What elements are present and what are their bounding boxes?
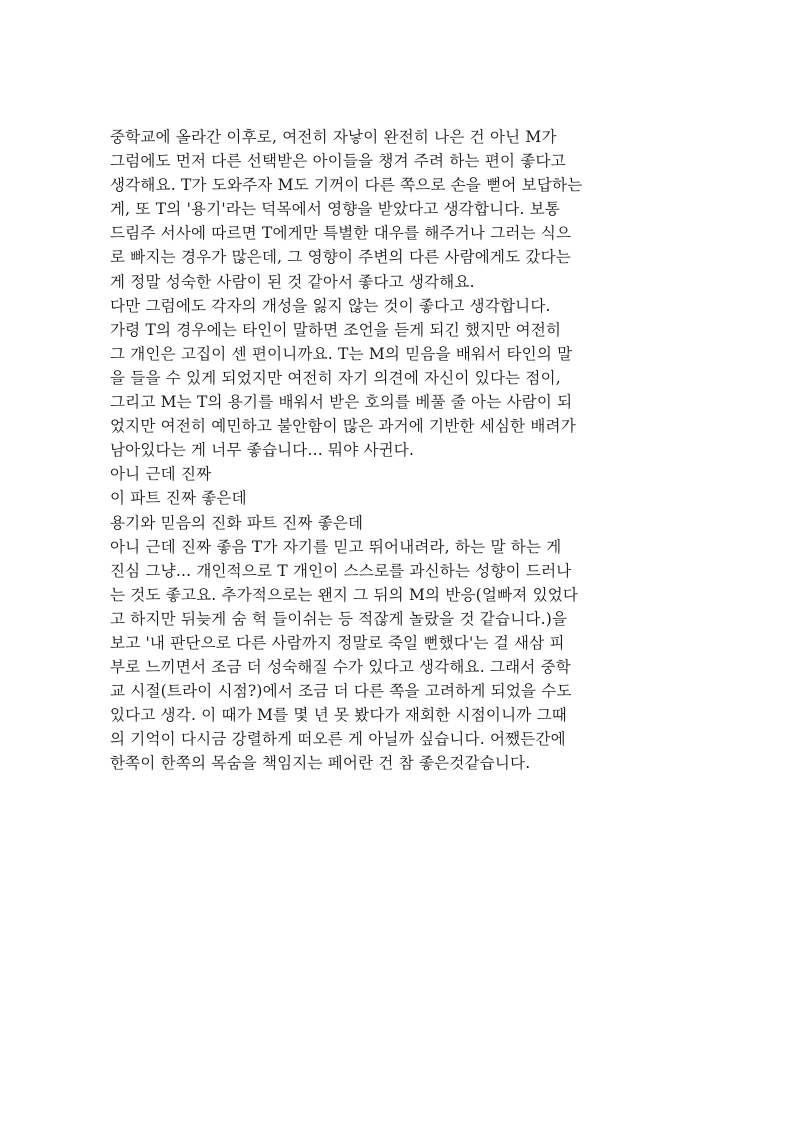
text-line: 로 빠지는 경우가 많은데, 그 영향이 주변의 다른 사람에게도 갔다는 <box>110 248 571 267</box>
text-line: 었지만 여전히 예민하고 불안함이 많은 과거에 기반한 세심한 배려가 <box>110 417 576 436</box>
text-line: 아니 근데 진짜 <box>110 465 212 484</box>
text-line: 게, 또 T의 '용기'라는 덕목에서 영향을 받았다고 생각합니다. 보통 <box>110 200 561 219</box>
text-line: 중학교에 올라간 이후로, 여전히 자낳이 완전히 나은 건 아닌 M가 <box>110 128 557 146</box>
document-body <box>110 125 690 776</box>
text-line: 보고 '내 판단으로 다른 사람까지 정말로 죽일 뻔했다'는 걸 새삼 피 <box>110 633 565 652</box>
text-line: 게 정말 성숙한 사람이 된 것 같아서 좋다고 생각해요. <box>110 272 475 291</box>
text-line: 부로 느끼면서 조금 더 성숙해질 수가 있다고 생각해요. 그래서 중학 <box>110 658 571 677</box>
text-line: 있다고 생각. 이 때가 M를 몇 년 못 봤다가 재회한 시점이니까 그때 <box>110 706 567 725</box>
text-line: 남아있다는 게 너무 좋습니다... 뭐야 사귄다. <box>110 441 415 460</box>
text-line: 교 시절(트라이 시점?)에서 조금 더 다른 쪽을 고려하게 되었을 수도 <box>110 682 572 701</box>
text-line: 이 파트 진짜 좋은데 <box>110 489 247 508</box>
text-line: 그럼에도 먼저 다른 선택받은 아이들을 챙겨 주려 하는 편이 좋다고 <box>110 152 566 171</box>
text-line: 드림주 서사에 따르면 T에게만 특별한 대우를 해주거나 그러는 식으 <box>110 224 572 243</box>
text-line: 한쪽이 한쪽의 목숨을 책임지는 페어란 건 참 좋은것같습니다. <box>110 754 531 773</box>
text-line: 그리고 M는 T의 용기를 배워서 받은 호의를 베풀 줄 아는 사람이 되 <box>110 393 573 412</box>
text-line: 그 개인은 고집이 센 편이니까요. T는 M의 믿음을 배워서 타인의 말 <box>110 344 573 363</box>
text-line: 진심 그냥... 개인적으로 T 개인이 스스로를 과신하는 성향이 드러나 <box>110 561 572 580</box>
text-line: 생각해요. T가 도와주자 M도 기꺼이 다른 쪽으로 손을 뻗어 보답하는 <box>110 176 583 195</box>
text-line: 을 들을 수 있게 되었지만 여전히 자기 의견에 자신이 있다는 점이, <box>110 368 561 387</box>
text-line: 아니 근데 진짜 좋음 T가 자기를 믿고 뛰어내려라, 하는 말 하는 게 <box>110 537 562 556</box>
text-line: 의 기억이 다시금 강렬하게 떠오른 게 아닐까 싶습니다. 어쨌든간에 <box>110 730 566 749</box>
text-line: 용기와 믿음의 진화 파트 진짜 좋은데 <box>110 513 364 532</box>
text-line: 는 것도 좋고요. 추가적으로는 왠지 그 뒤의 M의 반응(얼빠져 있었다 <box>110 585 579 604</box>
text-line: 다만 그럼에도 각자의 개성을 잃지 않는 것이 좋다고 생각합니다. <box>110 296 551 315</box>
text-line: 가령 T의 경우에는 타인이 말하면 조언을 듣게 되긴 했지만 여전히 <box>110 320 562 339</box>
text-line: 고 하지만 뒤늦게 숨 헉 들이쉬는 등 적잖게 놀랐을 것 같습니다.)을 <box>110 609 568 628</box>
